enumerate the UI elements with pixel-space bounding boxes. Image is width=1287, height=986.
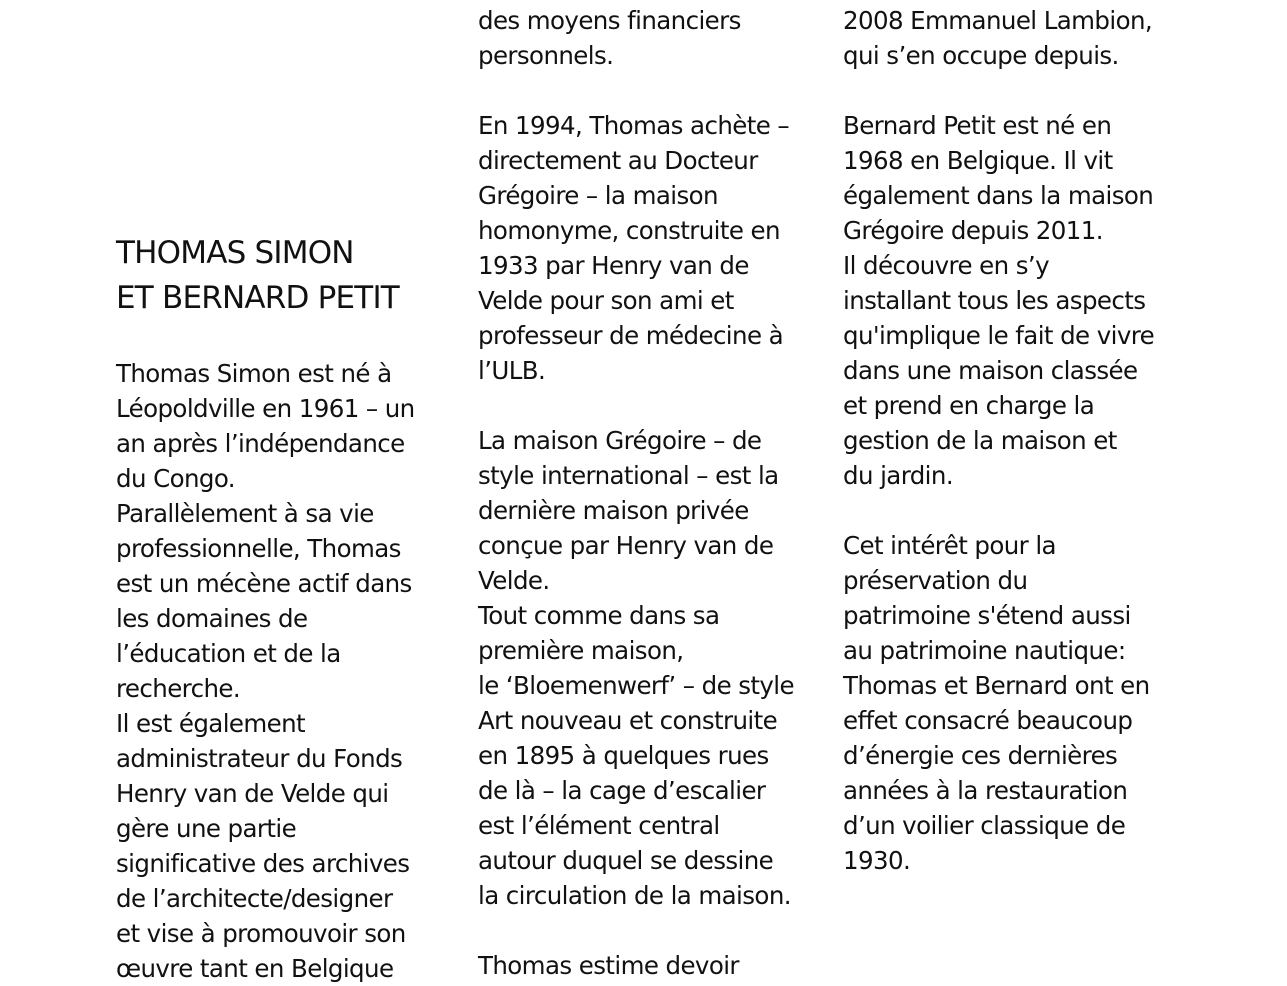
text-line: qu'implique le fait de vivre — [843, 321, 1155, 350]
text-line: Tout comme dans sa — [478, 601, 720, 630]
text-line: professeur de médecine à — [478, 321, 784, 350]
paragraph-gap — [478, 913, 794, 948]
text-line: est un mécène actif dans — [116, 569, 412, 598]
text-line: La maison Grégoire – de — [478, 426, 762, 455]
column-right — [843, 3, 1154, 878]
text-line: installant tous les aspects — [843, 286, 1146, 315]
text-line: les domaines de — [116, 604, 308, 633]
text-line: Il est également — [116, 709, 306, 738]
text-line: homonyme, construite en — [478, 216, 780, 245]
text-line: également dans la maison — [843, 181, 1154, 210]
text-line: l’ULB. — [478, 356, 546, 385]
text-line: et prend en charge la — [843, 391, 1095, 420]
paragraph-gap — [478, 388, 794, 423]
text-line: 1930. — [843, 846, 911, 875]
text-line: d’énergie ces dernières — [843, 741, 1118, 770]
text-line: qui s’en occupe depuis. — [843, 41, 1119, 70]
text-line: directement au Docteur — [478, 146, 758, 175]
paragraph-gap — [116, 321, 415, 356]
paragraph — [478, 108, 794, 388]
paragraph — [843, 3, 1154, 73]
text-line: et vise à promouvoir son — [116, 919, 406, 948]
text-line: Il découvre en s’y — [843, 251, 1049, 280]
heading-line: THOMAS SIMON — [116, 235, 354, 271]
right-column-text — [843, 3, 1154, 878]
middle-column-text — [478, 3, 794, 983]
paragraph-gap — [843, 73, 1154, 108]
text-line: la circulation de la maison. — [478, 881, 791, 910]
text-line: Velde pour son ami et — [478, 286, 734, 315]
text-line: 2008 Emmanuel Lambion, — [843, 6, 1153, 35]
text-line: professionnelle, Thomas — [116, 534, 401, 563]
heading-line: ET BERNARD PETIT — [116, 280, 399, 316]
text-line: Grégoire – la maison — [478, 181, 718, 210]
text-line: du jardin. — [843, 461, 954, 490]
column-left — [116, 231, 415, 986]
paragraph-gap — [478, 73, 794, 108]
text-line: patrimoine s'étend aussi — [843, 601, 1131, 630]
text-line: Thomas et Bernard ont en — [843, 671, 1150, 700]
text-line: 1933 par Henry van de — [478, 251, 749, 280]
paragraph — [843, 528, 1154, 878]
text-line: est l’élément central — [478, 811, 720, 840]
text-line: autour duquel se dessine — [478, 846, 774, 875]
paragraph — [116, 356, 415, 986]
text-line: années à la restauration — [843, 776, 1128, 805]
paragraph-gap — [843, 493, 1154, 528]
text-line: an après l’indépendance — [116, 429, 405, 458]
text-line: Cet intérêt pour la — [843, 531, 1056, 560]
column-middle — [478, 3, 794, 983]
section-heading — [116, 231, 415, 321]
paragraph — [478, 423, 794, 913]
text-line: gestion de la maison et — [843, 426, 1117, 455]
text-line: au patrimoine nautique: — [843, 636, 1126, 665]
text-line: effet consacré beaucoup — [843, 706, 1133, 735]
text-line: du Congo. — [116, 464, 235, 493]
text-line: dernière maison privée — [478, 496, 749, 525]
text-line: Velde. — [478, 566, 550, 595]
text-line: de l’architecte/designer — [116, 884, 393, 913]
text-line: En 1994, Thomas achète – — [478, 111, 790, 140]
text-line: première maison, — [478, 636, 684, 665]
text-line: Léopoldville en 1961 – un — [116, 394, 415, 423]
text-line: le ‘Bloemenwerf’ – de style — [478, 671, 794, 700]
text-line: des moyens financiers — [478, 6, 741, 35]
left-column-text — [116, 356, 415, 986]
paragraph — [843, 108, 1154, 493]
text-line: recherche. — [116, 674, 241, 703]
text-line: Art nouveau et construite — [478, 706, 778, 735]
text-line: significative des archives — [116, 849, 410, 878]
text-line: Grégoire depuis 2011. — [843, 216, 1103, 245]
text-line: Henry van de Velde qui — [116, 779, 389, 808]
text-line: Thomas estime devoir — [478, 951, 739, 980]
text-line: Bernard Petit est né en — [843, 111, 1112, 140]
text-line: style international – est la — [478, 461, 779, 490]
text-line: de là – la cage d’escalier — [478, 776, 766, 805]
text-line: d’un voilier classique de — [843, 811, 1126, 840]
text-line: administrateur du Fonds — [116, 744, 403, 773]
text-line: Parallèlement à sa vie — [116, 499, 374, 528]
text-line: 1968 en Belgique. Il vit — [843, 146, 1113, 175]
paragraph — [478, 3, 794, 73]
text-line: en 1895 à quelques rues — [478, 741, 769, 770]
text-line: Thomas Simon est né à — [116, 359, 392, 388]
text-line: œuvre tant en Belgique — [116, 954, 394, 983]
text-line: conçue par Henry van de — [478, 531, 774, 560]
paragraph — [478, 948, 794, 983]
text-line: personnels. — [478, 41, 614, 70]
text-line: dans une maison classée — [843, 356, 1138, 385]
text-line: gère une partie — [116, 814, 297, 843]
text-line: préservation du — [843, 566, 1028, 595]
text-line: l’éducation et de la — [116, 639, 341, 668]
